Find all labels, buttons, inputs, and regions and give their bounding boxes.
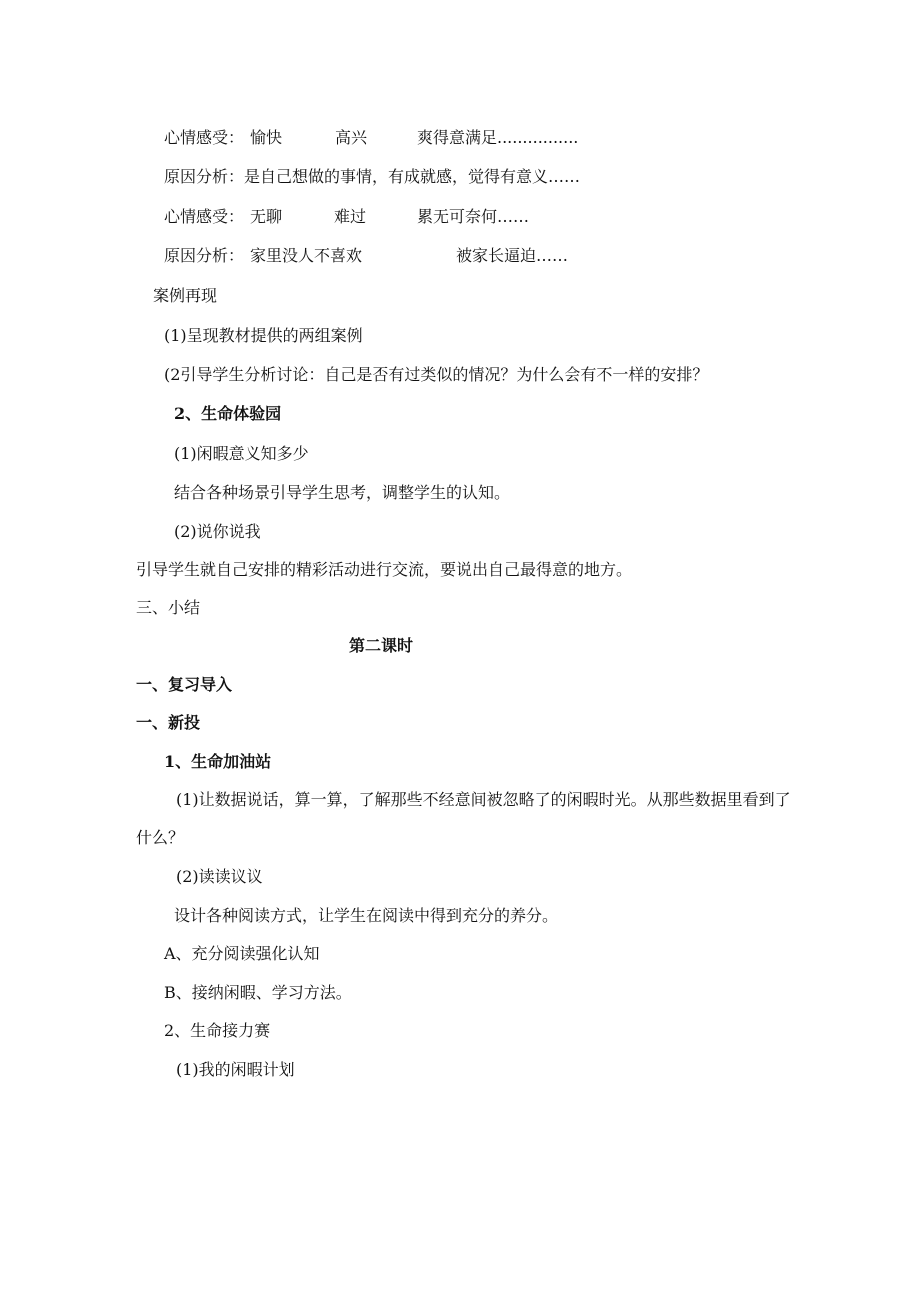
mood-word: 高兴: [335, 128, 368, 147]
reason-item: 家里没人不喜欢: [250, 246, 363, 265]
mood-word: 累无可奈何……: [417, 207, 530, 226]
section-heading: 2、生命体验园: [174, 404, 282, 423]
case-item-1: (1)呈现教材提供的两组案例: [164, 326, 363, 345]
lesson-title: 第二课时: [349, 636, 414, 655]
mood-word: 爽得意满足................: [417, 128, 579, 147]
mood-label: 心情感受：: [164, 207, 245, 226]
paragraph: (1)让数据说话，算一算，了解那些不经意间被忽略了的闲暇时光。从那些数据里看到了: [176, 790, 791, 809]
section-heading: 三、小结: [136, 598, 201, 617]
reason-line-1: 原因分析：是自己想做的事情，有成就感，觉得有意义……: [164, 167, 581, 186]
paragraph: 结合各种场景引导学生思考，调整学生的认知。: [174, 483, 511, 502]
section-heading: 一、新投: [136, 713, 201, 732]
list-item: A、充分阅读强化认知: [164, 944, 320, 963]
mood-label: 心情感受：: [164, 128, 245, 147]
paragraph: 什么？: [136, 828, 185, 847]
list-item: B、接纳闲暇、学习方法。: [164, 983, 352, 1002]
case-title: 案例再现: [153, 286, 218, 305]
paragraph: 引导学生就自己安排的精彩活动进行交流，要说出自己最得意的地方。: [136, 560, 633, 579]
section-heading: 一、复习导入: [136, 675, 233, 694]
mood-word: 无聊: [250, 207, 283, 226]
paragraph: 设计各种阅读方式，让学生在阅读中得到充分的养分。: [174, 906, 559, 925]
mood-word: 难过: [334, 207, 367, 226]
subsection: (2)读读议议: [176, 867, 263, 886]
subsection: (1)闲暇意义知多少: [174, 444, 309, 463]
subsection: (1)我的闲暇计划: [176, 1060, 295, 1079]
reason-item: 被家长逼迫……: [456, 246, 569, 265]
mood-word: 愉快: [250, 128, 283, 147]
subsection: (2)说你说我: [174, 522, 261, 541]
case-item-2: (2引导学生分析讨论：自己是否有过类似的情况？为什么会有不一样的安排？: [164, 365, 709, 384]
reason-label: 原因分析：: [164, 246, 245, 265]
section-heading: 2、生命接力赛: [164, 1021, 271, 1040]
section-heading: 1、生命加油站: [164, 752, 272, 771]
